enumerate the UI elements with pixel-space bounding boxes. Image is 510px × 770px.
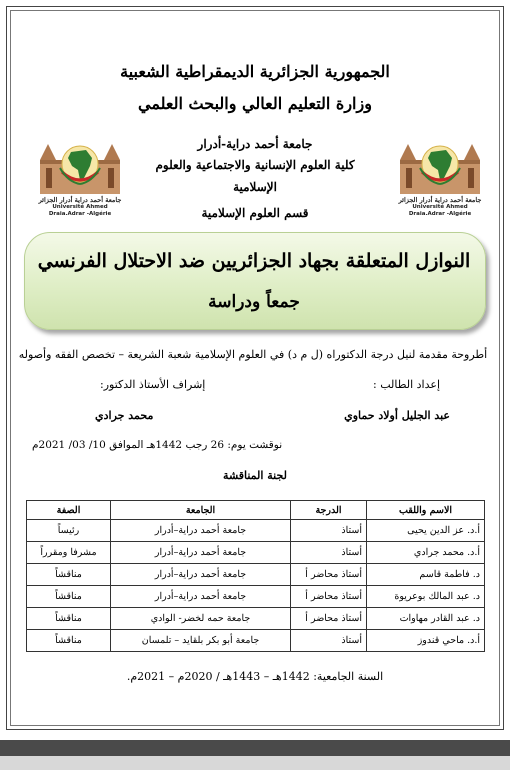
academic-year: السنة الجامعية: 1442هـ – 1443هـ / 2020م – 2021م. (126, 670, 384, 683)
member-role: مناقشاً (27, 608, 111, 630)
member-name: أ.د. عز الدين يحيى (367, 520, 485, 542)
member-role: مناقشاً (27, 630, 111, 652)
supervisor-name: محمد جرادي (95, 409, 154, 422)
ministry-heading: وزارة التعليم العالي والبحث العلمي (138, 94, 372, 113)
table-row (27, 586, 485, 608)
student-name: عبد الجليل أولاد حماوي (344, 409, 450, 422)
title-box (24, 232, 486, 330)
member-university: جامعة أبو بكر بلقايد – تلمسان (111, 630, 291, 652)
col-header-name: الاسم واللقب (367, 501, 485, 520)
member-role: مناقشاً (27, 586, 111, 608)
department-heading: قسم العلوم الإسلامية (201, 206, 309, 220)
defense-date: نوقشت يوم: 26 رجب 1442هـ الموافق 10/ 03/ 2021م (32, 439, 283, 451)
logo-caption-en: Université Ahmed Draia.Adrar -Algérie (408, 204, 472, 217)
logo-caption-ar: جامعة أحمد دراية أدرار الجزائر (398, 196, 482, 204)
member-name: أ.د. محمد جرادي (367, 542, 485, 564)
table-header-row (27, 501, 485, 520)
member-rank: أستاذ (291, 542, 367, 564)
university-emblem-icon (398, 138, 482, 196)
committee-title: لجنة المناقشة (223, 469, 287, 482)
thesis-title-line2: جمعاً ودراسة (208, 292, 300, 312)
member-rank: أستاذ محاضر أ (291, 586, 367, 608)
member-name: د. عبد المالك بوعريوة (367, 586, 485, 608)
university-emblem-icon (38, 138, 122, 196)
member-university: جامعة أحمد دراية–أدرار (111, 586, 291, 608)
member-name: أ.د. ماحي قندوز (367, 630, 485, 652)
member-university: جامعة أحمد دراية–أدرار (111, 564, 291, 586)
page-bottom-strip (0, 756, 510, 770)
committee-table (26, 500, 485, 652)
table-row (27, 564, 485, 586)
col-header-role: الصفة (27, 501, 111, 520)
university-heading: جامعة أحمد دراية-أدرار (197, 137, 313, 151)
table-row (27, 630, 485, 652)
university-logo-left (38, 138, 122, 220)
table-row (27, 520, 485, 542)
member-role: مناقشاً (27, 564, 111, 586)
member-university: جامعة أحمد دراية–أدرار (111, 542, 291, 564)
member-role: مشرفا ومقرراً (27, 542, 111, 564)
thesis-title-line1: النوازل المتعلقة بجهاد الجزائريين ضد الاحتلال الفرنسي (37, 250, 471, 272)
university-logo-right (398, 138, 482, 220)
member-rank: أستاذ محاضر أ (291, 608, 367, 630)
col-header-university: الجامعة (111, 501, 291, 520)
member-role: رئيساً (27, 520, 111, 542)
logo-caption-ar: جامعة أحمد دراية أدرار الجزائر (38, 196, 122, 204)
page-bottom-bar (0, 740, 510, 756)
member-university: جامعة أحمد دراية–أدرار (111, 520, 291, 542)
logo-caption-en: Université Ahmed Draia.Adrar -Algérie (48, 204, 112, 217)
table-row (27, 542, 485, 564)
republic-heading: الجمهورية الجزائرية الديمقراطية الشعبية (120, 62, 390, 81)
member-university: جامعة حمه لخضر- الوادي (111, 608, 291, 630)
member-name: د. فاطمة قاسم (367, 564, 485, 586)
member-rank: أستاذ (291, 630, 367, 652)
col-header-rank: الدرجة (291, 501, 367, 520)
supervisor-label: إشراف الأستاذ الدكتور: (100, 378, 206, 391)
table-row (27, 608, 485, 630)
member-rank: أستاذ (291, 520, 367, 542)
member-name: د. عبد القادر مهاوات (367, 608, 485, 630)
member-rank: أستاذ محاضر أ (291, 564, 367, 586)
faculty-heading-line1: كلية العلوم الإنسانية والاجتماعية والعلوم (155, 158, 355, 172)
prepared-by-label: إعداد الطالب : (373, 378, 440, 391)
faculty-heading-line2: الإسلامية (233, 180, 277, 194)
thesis-description: أطروحة مقدمة لنيل درجة الدكتوراه (ل م د) في العلوم الإسلامية شعبة الشريعة – تخصص الفقه وأصوله (18, 348, 488, 361)
